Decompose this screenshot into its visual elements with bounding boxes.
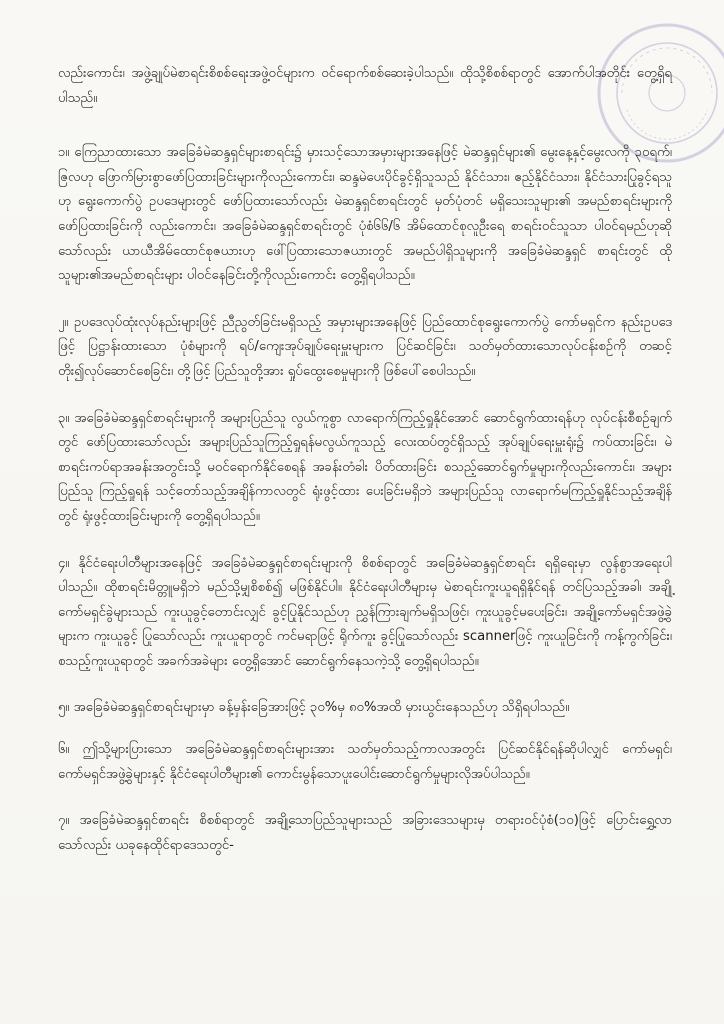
- paragraph-4: ၄။ နိုင်ငံရေးပါတီများအနေဖြင့် အခြေခံမဲဆန္ဒရှင်စာရင်းများကို စိစစ်ရာတွင် အခြေခံမဲဆန္ဒရှင်စာရင်း ရရှိရေးမှာ လွန်စွာအရေးပါပါသည်။ ထိုစာရင်းမိတ္တူမရှိဘဲ မည်သို့မျှစိစစ်၍ မဖြစ်နိုင်ပါ။ နိုင်ငံရေးပါတီများမှ မဲစာရင်းကူးယူရရှိနိုင်ရန် တင်ပြသည့်အခါ၊ အချို့ကော်မရှင်ခွဲများသည် ကူးယူခွင့်တောင်းလျှင် ခွင့်ပြုနိုင်သည်ဟု ညွှန်ကြားချက်မရှိသဖြင့်၊ ကူးယူခွင့်မပေးခြင်း၊ အချို့ကော်မရှင်အဖွဲ့ခွဲများက ကူးယူခွင့် ပြုသော်လည်း ကူးယူရာတွင် ကင်မရာဖြင့် ရိုက်ကူး ခွင့်ပြုသော်လည်း scannerဖြင့် ကူးယူခြင်းကို ကန့်ကွက်ခြင်း၊ စသည့်ကူးယူရာတွင် အခက်အခဲများ တွေ့ရှိအောင် ဆောင်ရွက်နေသကဲ့သို့ တွေ့ရှိရပါသည်။: [58, 555, 672, 669]
- paragraph-1: ၁။ ကြေညာထားသော အခြေခံမဲဆန္ဒရှင်များစာရင်း၌ မှားသင့်သောအမှားများအနေဖြင့် မဲဆန္ဒရှင်များ၏ မွေးနေ့နှင့်မွေးလကို ၃၀ရက်၊ ဇြလဟု ဖြောက်မြားစွာဖော်ပြထားခြင်းများကိုလည်းကောင်း၊ ဆန္ဒမဲပေးပိုင်ခွင့်ရှိသူသည် နိုင်ငံသား၊ ဧည့်နိုင်ငံသား၊ နိုင်ငံသားပြုခွင့်ရသူဟု ရွေးကောက်ပွဲ ဥပဒေများတွင် ဖော်ပြထားသော်လည်း မဲဆန္ဒရှင်စာရင်းတွင် မှတ်ပုံတင် မရှိသေးသူများ၏ အမည်စာရင်းများကို ဖော်ပြထားခြင်းကို လည်းကောင်း၊ အခြေခံမဲဆန္ဒရှင်စာရင်းတွင် ပုံစံ၆၆/၆ အိမ်ထောင်စုလူဦးရေ စာရင်းဝင်သူသာ ပါဝင်ရမည်ဟုဆိုသော်လည်း ယာယီအိမ်ထောင်စုဇယားဟု ဖေါ်ပြထားသောဇယားတွင် အမည်ပါရှိသူများကို အခြေခံမဲဆန္ဒရှင် စာရင်းတွင် ထိုသူများ၏အမည်စာရင်းများ ပါဝင်နေခြင်းတို့ကိုလည်းကောင်း တွေ့ရှိရပါသည်။: [58, 145, 672, 284]
- paragraph-intro: လည်းကောင်း၊ အဖွဲ့ချုပ်မဲစာရင်းစိစစ်ရေးအဖွဲ့ဝင်များက ဝင်ရောက်စစ်ဆေးခဲ့ပါသည်။ ထိုသို့စိစစ်ရာတွင် အောက်ပါအတိုင်း တွေ့ရှိရပါသည်။: [58, 66, 672, 106]
- paragraph-3: ၃။ အခြေခံမဲဆန္ဒရှင်စာရင်းများကို အများပြည်သူ လွယ်ကူစွာ လာရောက်ကြည့်ရှုနိုင်အောင် ဆောင်ရွက်ထားရန်ဟု လုပ်ငန်းစီစဉ်ချက်တွင် ဖော်ပြထားသော်လည်း အများပြည်သူကြည့်ရှုရန်မလွယ်ကူသည့် လေးထပ်တွင်ရှိသည့် အုပ်ချုပ်ရေးမှူးရုံး၌ ကပ်ထားခြင်း၊ မဲစာရင်းကပ်ရာအခန်းအတွင်းသို့ မဝင်ရောက်နိုင်စေရန် အခန်းတံခါး ပိတ်ထားခြင်း စသည့်ဆောင်ရွက်မှုများကိုလည်းကောင်း၊ အများပြည်သူ ကြည့်ရှုရန် သင့်တော်သည့်အချိန်ကာလတွင် ရုံးဖွင့်ထား ပေးခြင်းမရှိဘဲ အများပြည်သူ လာရောက်မကြည့်ရှုနိုင်သည့်အချိန်တွင် ရုံးဖွင့်ထားခြင်းများကို တွေ့ရှိရပါသည်။: [58, 410, 672, 524]
- paragraph-7: ၇။ အခြေခံမဲဆန္ဒရှင်စာရင်း စိစစ်ရာတွင် အချို့သောပြည်သူများသည် အခြားဒေသများမှ တရားဝင်ပုံစံ(၁၀)ဖြင့် ပြောင်းရွှေ့လာသော်လည်း ယခုနေထိုင်ရာဒေသတွင်-: [58, 813, 672, 853]
- paragraph-2: ၂။ ဥပဒေလုပ်ထုံးလုပ်နည်းများဖြင့် ညီညွတ်ခြင်းမရှိသည့် အမှားများအနေဖြင့် ပြည်ထောင်စုရွေးကောက်ပွဲ ကော်မရှင်က နည်းဥပဒေဖြင့် ပြဋ္ဌာန်းထားသော ပုံစံများကို ရပ်/ကျေးအုပ်ချုပ်ရေးမှူးများက ပြင်ဆင်ခြင်း၊ သတ်မှတ်ထားသောလုပ်ငန်းစဉ်ကို တဆင့်တိုး၍လုပ်ဆောင်စေခြင်း၊ တို့ဖြင့် ပြည်သူတို့အား ရှုပ်ထွေးစေမှုများကို ဖြစ်ပေါ်စေပါသည်။: [58, 314, 672, 379]
- paragraph-6: ၆။ ဤသို့များပြားသော အခြေခံမဲဆန္ဒရှင်စာရင်းများအား သတ်မှတ်သည့်ကာလအတွင်း ပြင်ဆင်နိုင်ရန်ဆိုပါလျှင် ကော်မရှင်၊ ကော်မရှင်အဖွဲ့ခွဲများနှင့် နိုင်ငံရေးပါတီများ၏ ကောင်းမွန်သောပူးပေါင်းဆောင်ရွက်မှုများလိုအပ်ပါသည်။: [58, 742, 672, 782]
- paragraph-5: ၅။ အခြေခံမဲဆန္ဒရှင်စာရင်းများမှာ ခန့်မှန်းခြေအားဖြင့် ၃၀%မှ ၈၀%အထိ မှားယွင်းနေသည်ဟု သိရှိရပါသည်။: [58, 700, 570, 716]
- document-body: [58, 62, 672, 880]
